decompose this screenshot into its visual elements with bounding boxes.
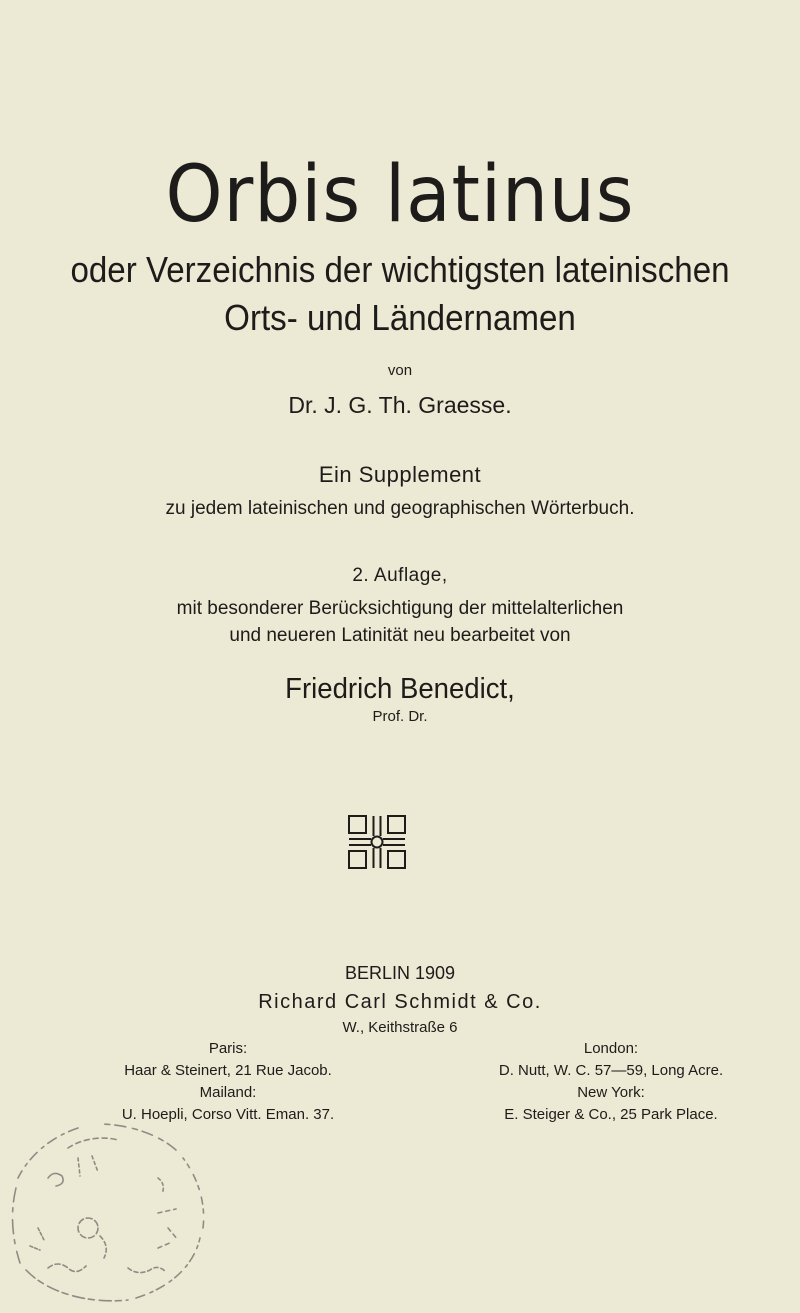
- agent-left-city-2: Mailand:: [199, 1084, 257, 1101]
- agent-right-city-1: London:: [583, 1040, 639, 1057]
- editor-title: Prof. Dr.: [372, 708, 428, 725]
- agent-left-city-1: Paris:: [208, 1040, 248, 1057]
- agent-left-name-2: U. Hoepli, Corso Vitt. Eman. 37.: [121, 1106, 335, 1123]
- library-stamp-icon: [8, 1118, 218, 1304]
- subtitle-line-1: oder Verzeichnis der wichtigsten lateinischen: [70, 249, 730, 290]
- agent-left-name-1: Haar & Steinert, 21 Rue Jacob.: [124, 1062, 332, 1079]
- subtitle-line-2: Orts- und Ländernamen: [224, 297, 576, 338]
- agent-right-city-2: New York:: [577, 1084, 645, 1101]
- author-name: Dr. J. G. Th. Graesse.: [288, 392, 512, 418]
- supplement-heading: Ein Supplement: [318, 462, 482, 487]
- agent-right-name-1: D. Nutt, W. C. 57—59, Long Acre.: [498, 1062, 724, 1079]
- supplement-description: zu jedem lateinischen und geographischen Wörterbuch.: [165, 498, 635, 519]
- publisher-ornament-icon: [346, 814, 408, 870]
- imprint-place: BERLIN 1909: [344, 963, 456, 983]
- book-title: Orbis latinus: [165, 150, 635, 240]
- edition-heading: 2. Auflage,: [352, 565, 448, 586]
- von-label: von: [387, 362, 413, 379]
- imprint-address: W., Keithstraße 6: [342, 1019, 458, 1036]
- edition-description-line-1: mit besonderer Berücksichtigung der mittelalterlichen: [176, 598, 624, 619]
- agent-right-name-2: E. Steiger & Co., 25 Park Place.: [504, 1106, 718, 1123]
- imprint-publisher: Richard Carl Schmidt & Co.: [258, 991, 542, 1013]
- editor-name: Friedrich Benedict,: [285, 673, 515, 705]
- edition-description-line-2: und neueren Latinität neu bearbeitet von: [229, 625, 571, 646]
